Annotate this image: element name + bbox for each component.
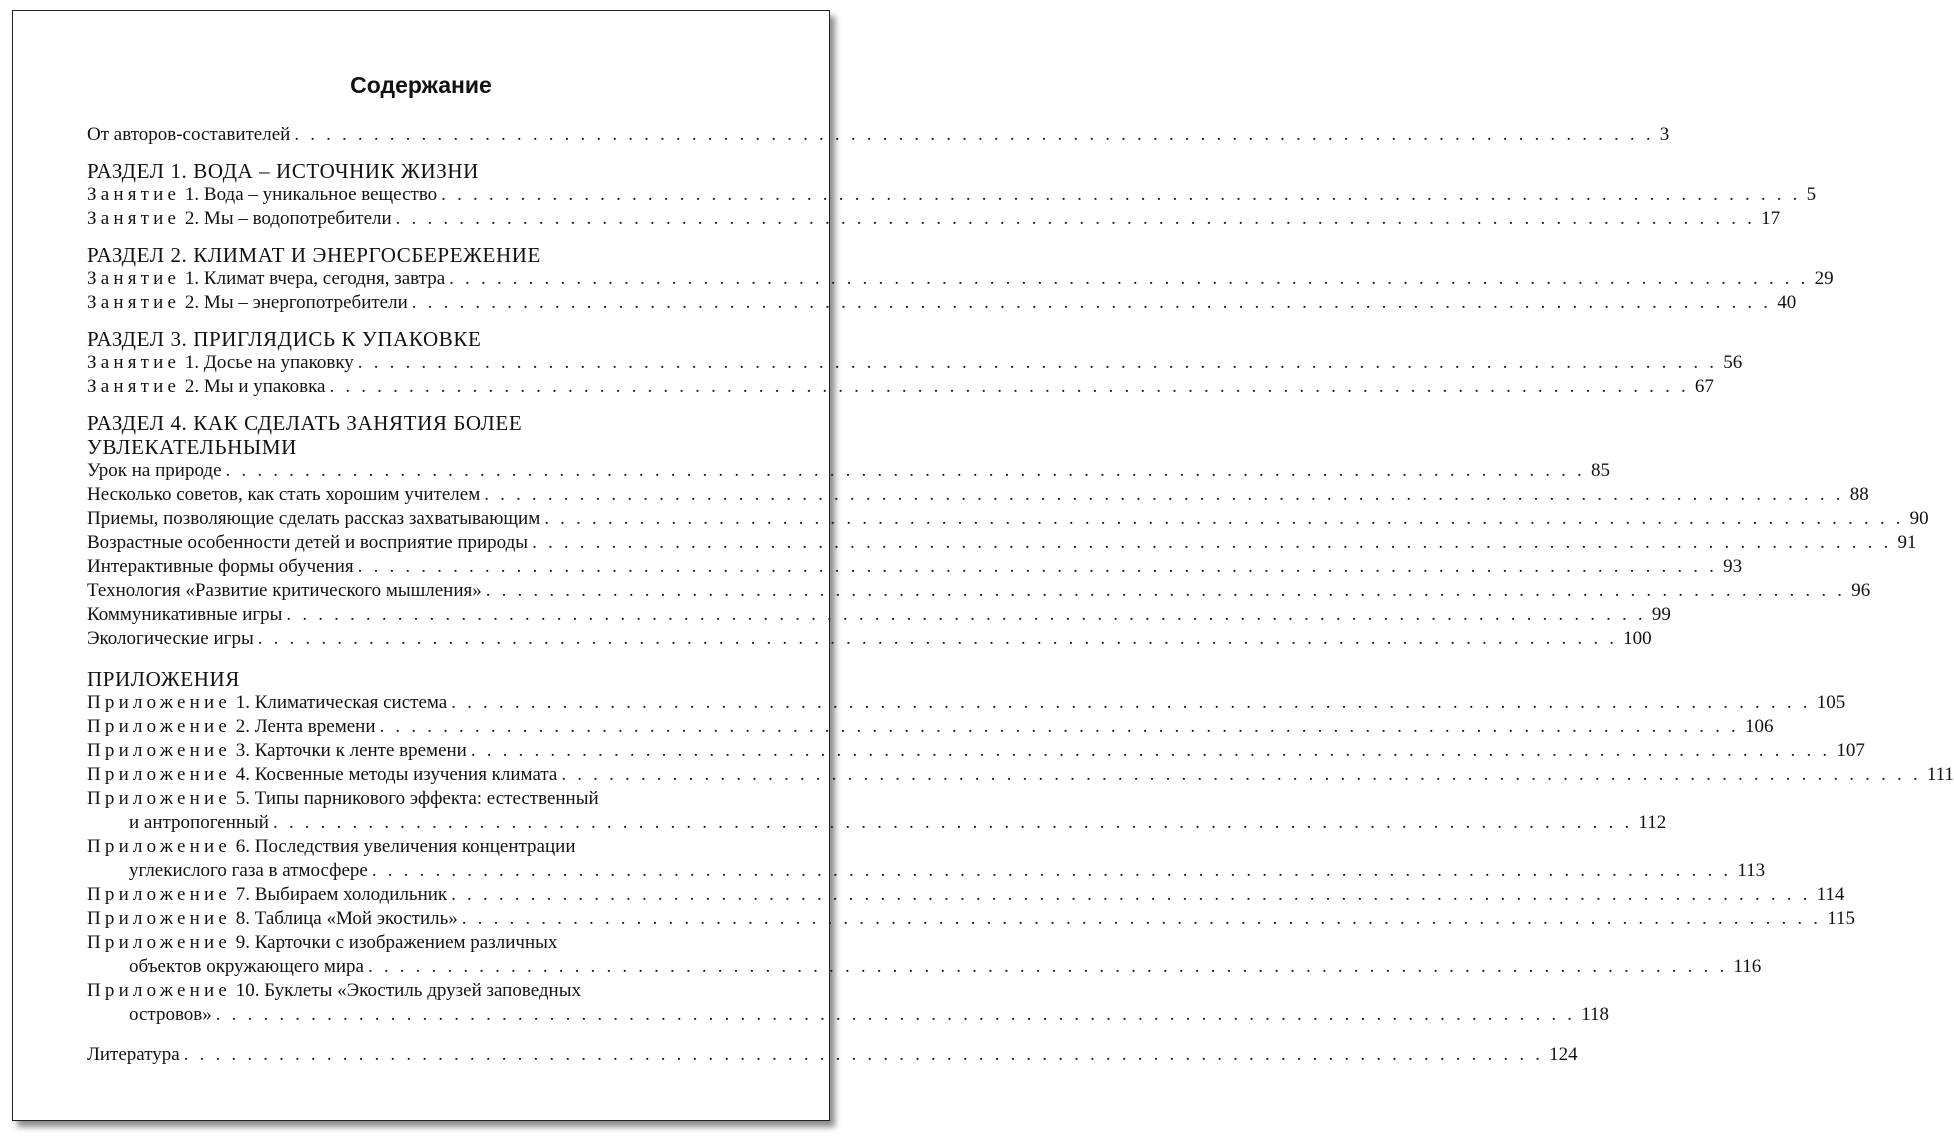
page-number: 29 — [1814, 268, 1834, 289]
toc-entry-text: Несколько советов, как стать хорошим учителем — [87, 484, 481, 505]
dot-leader: . . . . . . . . . . . . . . . . . . . . . . . . . . . . . . . . . . . . . . . . . . . . . . . . . . . . . . . . . . . . . . . . . . . . . . . . . . . . . . . . . . . . . . — [451, 884, 1811, 905]
toc-entry-lesson[interactable] — [87, 207, 1781, 231]
toc-entry-intro[interactable] — [87, 123, 1670, 147]
dot-leader: . . . . . . . . . . . . . . . . . . . . . . . . . . . . . . . . . . . . . . . . . . . . . . . . . . . . . . . . . . . . . . . . . . . . . . . . . . . . . . . . . . . . . . — [484, 484, 1844, 505]
dot-leader: . . . . . . . . . . . . . . . . . . . . . . . . . . . . . . . . . . . . . . . . . . . . . . . . . . . . . . . . . . . . . . . . . . . . . . . . . . . . . . . . . . . . . . — [329, 376, 1689, 397]
toc-entry[interactable] — [87, 579, 1871, 603]
toc-entry-text: Занятие 2. Мы – энергопотребители — [87, 292, 408, 313]
page-number: 105 — [1816, 692, 1846, 713]
toc-entry-appendix-line1[interactable]: Приложение 10. Буклеты «Экостиль друзей заповедных — [87, 980, 581, 1001]
page-title: Содержание — [350, 72, 492, 98]
toc-entry-text: Занятие 2. Мы и упаковка — [87, 376, 326, 397]
toc-entry-lesson[interactable] — [87, 291, 1797, 315]
toc-entry-text: Возрастные особенности детей и восприятие природы — [87, 532, 529, 553]
toc-entry-text: Приложение 7. Выбираем холодильник — [87, 884, 448, 905]
section-heading-1: РАЗДЕЛ 1. ВОДА – ИСТОЧНИК ЖИЗНИ — [87, 159, 479, 183]
page-number: 93 — [1723, 556, 1743, 577]
dot-leader: . . . . . . . . . . . . . . . . . . . . . . . . . . . . . . . . . . . . . . . . . . . . . . . . . . . . . . . . . . . . . . . . . . . . . . . . . . . . . . . . . . . . . . — [294, 124, 1654, 145]
toc-entry[interactable] — [87, 507, 1929, 531]
section-heading-2: РАЗДЕЛ 2. КЛИМАТ И ЭНЕРГОСБЕРЕЖЕНИЕ — [87, 243, 541, 267]
page-number: 124 — [1549, 1044, 1578, 1065]
toc-entry-text: Приложение 2. Лента времени — [87, 716, 376, 737]
dot-leader: . . . . . . . . . . . . . . . . . . . . . . . . . . . . . . . . . . . . . . . . . . . . . . . . . . . . . . . . . . . . . . . . . . . . . . . . . . . . . . . . . . . . . . — [357, 352, 1718, 373]
toc-entry-text: Приложение 4. Косвенные методы изучения климата — [87, 764, 558, 785]
toc-entry-lesson[interactable] — [87, 375, 1714, 399]
toc-entry-appendix-line1[interactable]: Приложение 6. Последствия увеличения концентрации — [87, 836, 576, 857]
table-of-contents — [87, 123, 1954, 1067]
page-number: 118 — [1581, 1004, 1610, 1025]
toc-entry-text: Интерактивные формы обучения — [87, 556, 354, 577]
toc-entry-literature[interactable] — [87, 1043, 1578, 1067]
page-number: 56 — [1723, 352, 1743, 373]
page-number: 5 — [1806, 184, 1817, 205]
toc-entry-text: Технология «Развитие критического мышления» — [87, 580, 482, 601]
toc-entry[interactable] — [87, 627, 1652, 651]
toc-entry-appendix-line2[interactable] — [87, 859, 1766, 883]
toc-entry-text: От авторов-составителей — [87, 124, 291, 145]
section-heading-3: РАЗДЕЛ 3. ПРИГЛЯДИСЬ К УПАКОВКЕ — [87, 327, 482, 351]
page-number: 3 — [1659, 124, 1670, 145]
page-number: 112 — [1638, 812, 1667, 833]
page-number: 114 — [1816, 884, 1845, 905]
toc-entry-appendix-line2[interactable] — [87, 811, 1667, 835]
dot-leader: . . . . . . . . . . . . . . . . . . . . . . . . . . . . . . . . . . . . . . . . . . . . . . . . . . . . . . . . . . . . . . . . . . . . . . . . . . . . . . . . . . . . . . — [225, 460, 1585, 481]
toc-entry-appendix-line2[interactable] — [87, 1003, 1610, 1027]
dot-leader: . . . . . . . . . . . . . . . . . . . . . . . . . . . . . . . . . . . . . . . . . . . . . . . . . . . . . . . . . . . . . . . . . . . . . . . . . . . . . . . . . . . . . . — [411, 292, 1772, 313]
page-number: 88 — [1849, 484, 1869, 505]
page-number: 100 — [1623, 628, 1652, 649]
page-number: 106 — [1744, 716, 1774, 737]
toc-entry-text: Литература — [87, 1044, 180, 1065]
page-number: 116 — [1733, 956, 1762, 977]
dot-leader: . . . . . . . . . . . . . . . . . . . . . . . . . . . . . . . . . . . . . . . . . . . . . . . . . . . . . . . . . . . . . . . . . . . . . . . . . . . . . . . . . . . . . . — [357, 556, 1718, 577]
section-heading-4: РАЗДЕЛ 4. КАК СДЕЛАТЬ ЗАНЯТИЯ БОЛЕЕ — [87, 411, 523, 435]
dot-leader: . . . . . . . . . . . . . . . . . . . . . . . . . . . . . . . . . . . . . . . . . . . . . . . . . . . . . . . . . . . . . . . . . . . . . . . . . . . . . . . . . . . . . . — [461, 908, 1822, 929]
page-number: 85 — [1590, 460, 1610, 481]
appendix-heading: ПРИЛОЖЕНИЯ — [87, 667, 240, 691]
page-number: 111 — [1926, 764, 1954, 785]
toc-entry-appendix[interactable] — [87, 739, 1865, 763]
toc-entry-text: Занятие 1. Климат вчера, сегодня, завтра — [87, 268, 446, 289]
toc-entry-appendix[interactable] — [87, 907, 1856, 931]
toc-entry-lesson[interactable] — [87, 267, 1834, 291]
dot-leader: . . . . . . . . . . . . . . . . . . . . . . . . . . . . . . . . . . . . . . . . . . . . . . . . . . . . . . . . . . . . . . . . . . . . . . . . . . . . . . . . . . . . . . — [395, 208, 1756, 229]
book-page — [12, 10, 1954, 1121]
dot-leader: . . . . . . . . . . . . . . . . . . . . . . . . . . . . . . . . . . . . . . . . . . . . . . . . . . . . . . . . . . . . . . . . . . . . . . . . . . . . . . . . . . . . . . — [379, 716, 1739, 737]
toc-entry-appendix-line2[interactable] — [87, 955, 1762, 979]
toc-entry[interactable] — [87, 459, 1610, 483]
page-number: 40 — [1777, 292, 1797, 313]
page-number: 113 — [1737, 860, 1766, 881]
dot-leader: . . . . . . . . . . . . . . . . . . . . . . . . . . . . . . . . . . . . . . . . . . . . . . . . . . . . . . . . . . . . . . . . . . . . . . . . . . . . . . . . . . . . . . — [561, 764, 1921, 785]
dot-leader: . . . . . . . . . . . . . . . . . . . . . . . . . . . . . . . . . . . . . . . . . . . . . . . . . . . . . . . . . . . . . . . . . . . . . . . . . . . . . . . . . . . . . . — [183, 1044, 1544, 1065]
toc-entry-lesson[interactable] — [87, 183, 1817, 207]
toc-entry-appendix-line1[interactable]: Приложение 5. Типы парникового эффекта: естественный — [87, 788, 599, 809]
toc-entry-text: Экологические игры — [87, 628, 254, 649]
dot-leader: . . . . . . . . . . . . . . . . . . . . . . . . . . . . . . . . . . . . . . . . . . . . . . . . . . . . . . . . . . . . . . . . . . . . . . . . . . . . . . . . . . . . . . — [544, 508, 1904, 529]
page-number: 96 — [1851, 580, 1871, 601]
toc-entry-text: островов» — [129, 1004, 212, 1025]
page-number: 17 — [1761, 208, 1781, 229]
dot-leader: . . . . . . . . . . . . . . . . . . . . . . . . . . . . . . . . . . . . . . . . . . . . . . . . . . . . . . . . . . . . . . . . . . . . . . . . . . . . . . . . . . . . . . — [371, 860, 1732, 881]
section-heading-4-cont: УВЛЕКАТЕЛЬНЫМИ — [87, 435, 297, 459]
toc-entry-text: Урок на природе — [87, 460, 222, 481]
toc-entry-text: углекислого газа в атмосфере — [129, 860, 368, 881]
toc-entry[interactable] — [87, 555, 1743, 579]
page-number: 99 — [1651, 604, 1671, 625]
toc-entry-text: Приложение 1. Климатическая система — [87, 692, 448, 713]
toc-entry-text: Занятие 1. Досье на упаковку — [87, 352, 354, 373]
dot-leader: . . . . . . . . . . . . . . . . . . . . . . . . . . . . . . . . . . . . . . . . . . . . . . . . . . . . . . . . . . . . . . . . . . . . . . . . . . . . . . . . . . . . . . — [485, 580, 1846, 601]
page-number: 107 — [1836, 740, 1865, 761]
dot-leader: . . . . . . . . . . . . . . . . . . . . . . . . . . . . . . . . . . . . . . . . . . . . . . . . . . . . . . . . . . . . . . . . . . . . . . . . . . . . . . . . . . . . . . — [470, 740, 1831, 761]
toc-entry[interactable] — [87, 531, 1917, 555]
page-number: 90 — [1909, 508, 1929, 529]
toc-entry-text: объектов окружающего мира — [129, 956, 364, 977]
toc-entry-text: Приложение 8. Таблица «Мой экостиль» — [87, 908, 458, 929]
toc-entry-appendix-line1[interactable]: Приложение 9. Карточки с изображением различных — [87, 932, 558, 953]
toc-entry-lesson[interactable] — [87, 351, 1743, 375]
dot-leader: . . . . . . . . . . . . . . . . . . . . . . . . . . . . . . . . . . . . . . . . . . . . . . . . . . . . . . . . . . . . . . . . . . . . . . . . . . . . . . . . . . . . . . — [272, 812, 1633, 833]
toc-entry-text: Приложение 3. Карточки к ленте времени — [87, 740, 467, 761]
toc-entry-text: Коммуникативные игры — [87, 604, 283, 625]
page-number: 115 — [1827, 908, 1856, 929]
dot-leader: . . . . . . . . . . . . . . . . . . . . . . . . . . . . . . . . . . . . . . . . . . . . . . . . . . . . . . . . . . . . . . . . . . . . . . . . . . . . . . . . . . . . . . — [215, 1004, 1576, 1025]
toc-entry-text: и антропогенный — [129, 812, 269, 833]
dot-leader: . . . . . . . . . . . . . . . . . . . . . . . . . . . . . . . . . . . . . . . . . . . . . . . . . . . . . . . . . . . . . . . . . . . . . . . . . . . . . . . . . . . . . . — [257, 628, 1618, 649]
toc-entry-text: Занятие 1. Вода – уникальное вещество — [87, 184, 438, 205]
toc-entry-appendix[interactable] — [87, 763, 1954, 787]
page-number: 91 — [1897, 532, 1917, 553]
toc-entry-appendix[interactable] — [87, 883, 1845, 907]
toc-entry-appendix[interactable] — [87, 691, 1846, 715]
dot-leader: . . . . . . . . . . . . . . . . . . . . . . . . . . . . . . . . . . . . . . . . . . . . . . . . . . . . . . . . . . . . . . . . . . . . . . . . . . . . . . . . . . . . . . — [286, 604, 1646, 625]
dot-leader: . . . . . . . . . . . . . . . . . . . . . . . . . . . . . . . . . . . . . . . . . . . . . . . . . . . . . . . . . . . . . . . . . . . . . . . . . . . . . . . . . . . . . . — [449, 268, 1809, 289]
dot-leader: . . . . . . . . . . . . . . . . . . . . . . . . . . . . . . . . . . . . . . . . . . . . . . . . . . . . . . . . . . . . . . . . . . . . . . . . . . . . . . . . . . . . . . — [441, 184, 1801, 205]
toc-entry-text: Приемы, позволяющие сделать рассказ захватывающим — [87, 508, 541, 529]
toc-entry-appendix[interactable] — [87, 715, 1774, 739]
dot-leader: . . . . . . . . . . . . . . . . . . . . . . . . . . . . . . . . . . . . . . . . . . . . . . . . . . . . . . . . . . . . . . . . . . . . . . . . . . . . . . . . . . . . . . — [451, 692, 1811, 713]
toc-entry[interactable] — [87, 603, 1671, 627]
toc-entry-text: Занятие 2. Мы – водопотребители — [87, 208, 392, 229]
page-number: 67 — [1694, 376, 1714, 397]
dot-leader: . . . . . . . . . . . . . . . . . . . . . . . . . . . . . . . . . . . . . . . . . . . . . . . . . . . . . . . . . . . . . . . . . . . . . . . . . . . . . . . . . . . . . . — [532, 532, 1892, 553]
dot-leader: . . . . . . . . . . . . . . . . . . . . . . . . . . . . . . . . . . . . . . . . . . . . . . . . . . . . . . . . . . . . . . . . . . . . . . . . . . . . . . . . . . . . . . — [367, 956, 1728, 977]
toc-entry[interactable] — [87, 483, 1869, 507]
